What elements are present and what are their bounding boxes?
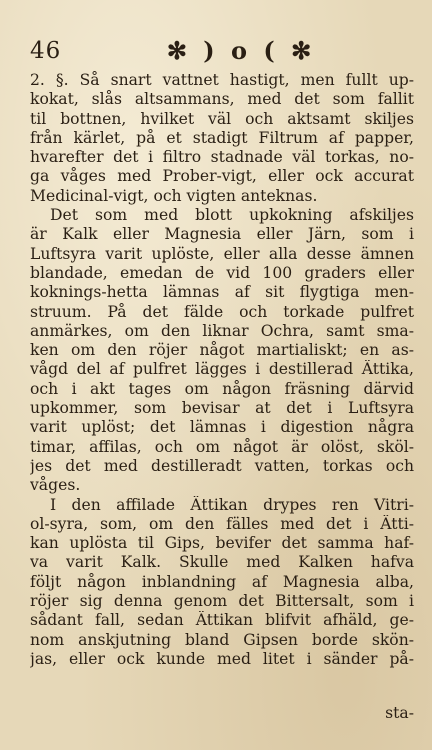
- text-line: Medicinal-vigt, och vigten anteknas.: [30, 186, 318, 205]
- text-line: ga våges med Prober-vigt, eller ock accurat: [30, 167, 414, 186]
- text-line: jas, eller ock kunde med litet i sänder på-: [30, 649, 414, 668]
- text-line: och i akt tages om någon fräsning därvid: [30, 379, 414, 398]
- text-line: koknings-hetta lämnas af sit flygtiga men-: [30, 283, 414, 302]
- text-line: nom anskjutning bland Gipsen borde skön-: [30, 630, 414, 649]
- text-line: röjer sig denna genom det Bittersalt, som i: [30, 592, 414, 611]
- body-text: [30, 71, 414, 669]
- text-line: varit uplöst; det lämnas i digestion några: [30, 418, 414, 437]
- text-line: sådant fall, sedan Ättikan blifvit afhäld, ge-: [30, 611, 414, 630]
- paragraph-3: [30, 496, 414, 670]
- text-line: kokat, slås altsammans, med det som fallit: [30, 90, 414, 109]
- text-line: hvarefter det i filtro stadnade väl torkas, no-: [30, 148, 414, 167]
- text-line: jes det med destilleradt vatten, torkas och: [30, 456, 414, 475]
- text-line: Luftsyra varit uplöste, eller alla desse ämnen: [30, 244, 414, 263]
- text-line: är Kalk eller Magnesia eller Järn, som i: [30, 225, 414, 244]
- text-line: anmärkes, om den liknar Ochra, samt sma-: [30, 321, 414, 340]
- text-line: Det som med blott upkokning afskiljes: [50, 206, 414, 225]
- text-line: upkommer, som bevisar at det i Luftsyra: [30, 399, 414, 418]
- text-line: struum. På det fälde och torkade pulfret: [30, 302, 414, 321]
- text-line: vågd del af pulfret lägges i destillerad Ättika,: [30, 360, 414, 379]
- text-line: ken om den röjer något martialiskt; en as-: [30, 341, 414, 360]
- text-line: våges.: [30, 476, 81, 495]
- catchword: sta-: [385, 704, 414, 722]
- page-header: [30, 34, 402, 68]
- paragraph-2: [30, 206, 414, 495]
- text-line: kan uplösta til Gips, bevifer det samma haf-: [30, 534, 414, 553]
- text-line: I den affilade Ättikan drypes ren Vitri-: [50, 495, 414, 514]
- paragraph-1: [30, 71, 414, 206]
- text-line: blandade, emedan de vid 100 graders eller: [30, 263, 414, 282]
- text-line: timar, affilas, och om något är olöst, sköl-: [30, 437, 414, 456]
- page-number: 46: [30, 38, 62, 64]
- running-head: ✻ ) o ( ✻: [166, 36, 316, 65]
- text-line: följt någon inblandning af Magnesia alba,: [30, 572, 414, 591]
- text-line: ol-syra, som, om den fälles med det i Ätti-: [30, 514, 414, 533]
- text-line: til bottnen, hvilket väl och aktsamt skiljes: [30, 109, 414, 128]
- text-line: 2. §. Så snart vattnet hastigt, men fullt up-: [30, 71, 414, 89]
- text-line: va varit Kalk. Skulle med Kalken hafva: [30, 553, 414, 572]
- text-line: från kärlet, på et stadigt Filtrum af papper,: [30, 128, 414, 147]
